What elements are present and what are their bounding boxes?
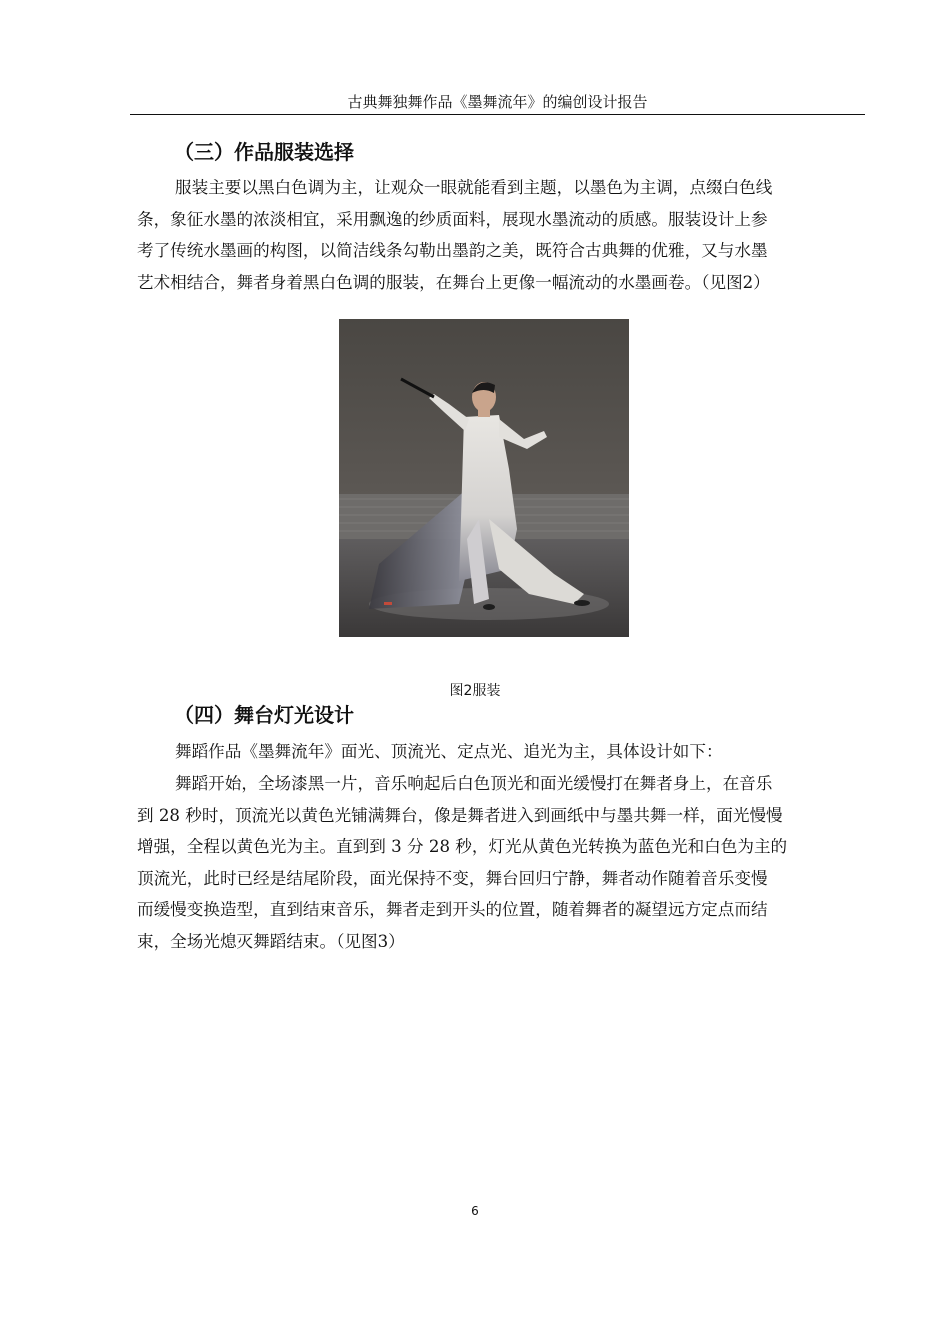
section-3-heading: （三）作品服装选择 xyxy=(174,140,354,164)
paragraph-line: 服装主要以黑白色调为主，让观众一眼就能看到主题，以墨色为主调，点缀白色线 xyxy=(175,178,773,197)
page-number: 6 xyxy=(471,1204,479,1218)
paragraph-line: 舞蹈开始，全场漆黑一片，音乐响起后白色顶光和面光缓慢打在舞者身上，在音乐 xyxy=(175,774,773,793)
paragraph-line: 顶流光，此时已经是结尾阶段，面光保持不变，舞台回归宁静，舞者动作随着音乐变慢 xyxy=(137,868,768,888)
section-4-intro xyxy=(137,736,855,768)
paragraph-line: 而缓慢变换造型，直到结束音乐，舞者走到开头的位置，随着舞者的凝望远方定点而结 xyxy=(137,900,768,920)
paragraph-line: 艺术相结合，舞者身着黑白色调的服装，在舞台上更像一幅流动的水墨画卷。（见图2） xyxy=(137,272,770,292)
paragraph-line: 考了传统水墨画的构图，以简洁线条勾勒出墨韵之美，既符合古典舞的优雅，又与水墨 xyxy=(137,241,768,261)
paragraph-line: 条，象征水墨的浓淡相宜，采用飘逸的纱质面料，展现水墨流动的质感。服装设计上参 xyxy=(137,209,768,229)
paragraph-line: 舞蹈作品《墨舞流年》面光、顶流光、定点光、追光为主，具体设计如下： xyxy=(175,742,723,761)
costume-photo xyxy=(339,319,629,637)
dancer-stage-photo xyxy=(339,319,629,637)
paragraph-line: 增强，全程以黄色光为主。直到到 3 分 28 秒，灯光从黄色光转换为蓝色光和白色为主的 xyxy=(137,837,788,857)
figure-caption: 图2服装 xyxy=(449,683,501,699)
paragraph-line: 束，全场光熄灭舞蹈结束。（见图3） xyxy=(137,931,405,951)
section-4-paragraph xyxy=(137,768,855,958)
section-4-heading: （四）舞台灯光设计 xyxy=(174,703,354,727)
running-header: 古典舞独舞作品《墨舞流年》的编创设计报告 xyxy=(130,92,865,115)
section-3-paragraph xyxy=(137,172,855,298)
paragraph-line: 到 28 秒时，顶流光以黄色光铺满舞台，像是舞者进入到画纸中与墨共舞一样，面光慢慢 xyxy=(137,805,783,825)
